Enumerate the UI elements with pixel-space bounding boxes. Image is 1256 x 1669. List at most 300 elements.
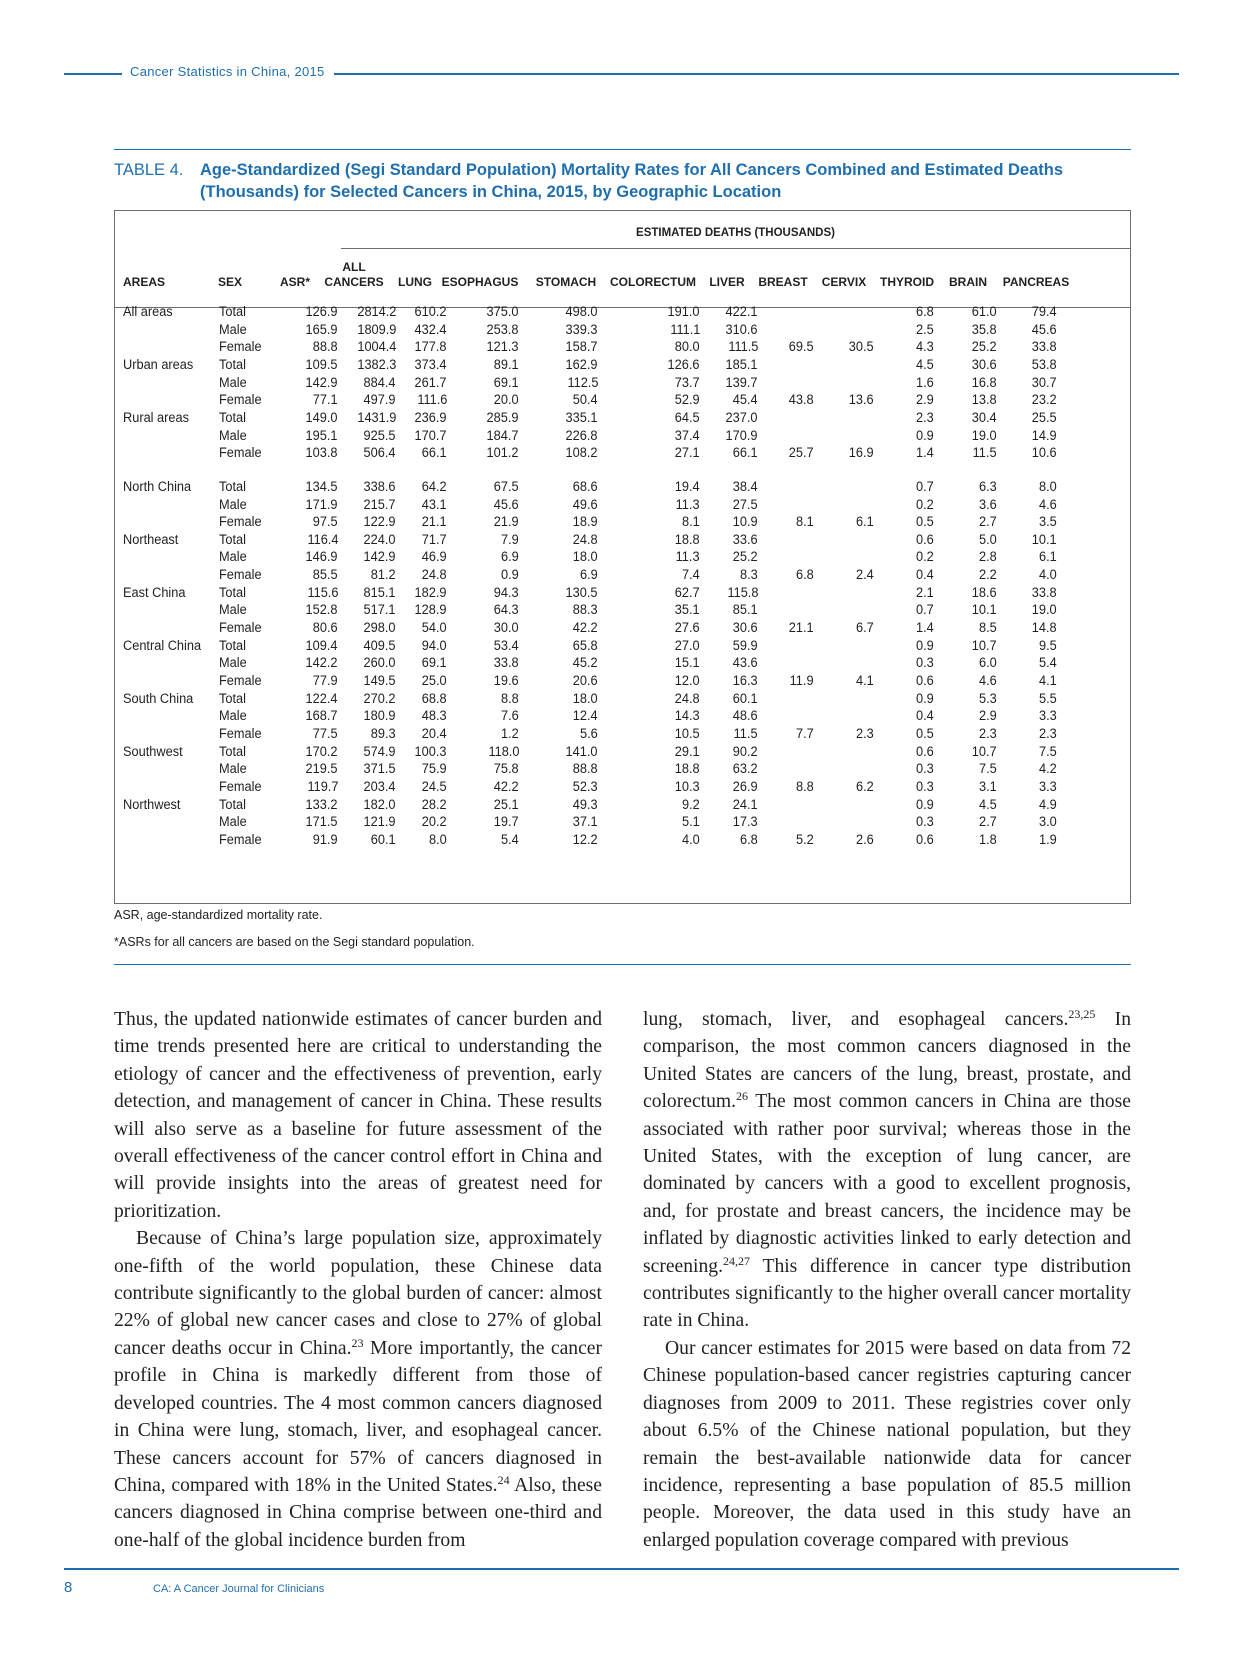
body-left-column (114, 1006, 602, 1554)
table-cell: 19.0 (1032, 602, 1057, 619)
table-note: *ASRs for all cancers are based on the Segi standard population. (114, 935, 475, 949)
table-cell: 2.1 (916, 584, 934, 601)
table-cell: 6.8 (796, 567, 814, 584)
sex-label: Male (219, 708, 247, 725)
table-cell: 27.1 (675, 445, 700, 462)
table-cell: 24.8 (675, 690, 700, 707)
sex-label: Total (219, 409, 246, 426)
table-cell: 24.5 (422, 778, 447, 795)
table-cell: 13.8 (972, 392, 997, 409)
table-cell: 35.1 (675, 602, 700, 619)
table-cell: 26.9 (733, 778, 758, 795)
table-cell: 149.5 (364, 673, 396, 689)
table-cell: 1.2 (501, 725, 519, 742)
table-cell: 53.8 (1032, 356, 1057, 373)
col-header-thyroid: THYROID (880, 275, 934, 289)
table-cell: 101.2 (487, 445, 519, 462)
body-paragraph: Because of China’s large population size, approximately one-fifth of the world population, these Chinese data contribute significantly to the global burden of cancer: almost 22% of global new cancer cases and close to 27% of global cancer deaths occur in China.$^{23}$ More importantly, the cancer profile in China is markedly different from those of developed countries. The 4 most common cancers diagnosed in China were lung, stomach, liver, and esophageal cancer. These cancers account for 57% of cancers diagnosed in China, compared with 18% in the United States.$^{24}$ Also, these cancers diagnosed in China comprise between one-third and one-half of the global incidence burden from (114, 1228, 603, 1551)
table-cell: 52.9 (675, 392, 700, 409)
table-cell: 27.5 (733, 496, 758, 513)
sex-label: Female (219, 339, 262, 356)
table-cell: 6.9 (501, 549, 519, 566)
table-cell: 0.4 (916, 567, 934, 584)
mortality-table (114, 210, 1131, 904)
table-cell: 0.9 (916, 796, 934, 813)
table-cell: 1004.4 (356, 339, 396, 356)
table-cell: 80.6 (313, 620, 338, 637)
table-cell: 0.5 (916, 725, 934, 742)
table-cell: 2.3 (856, 725, 874, 742)
table-cell: 3.3 (1039, 708, 1057, 725)
table-cell: 185.1 (726, 356, 758, 373)
table-cell: 24.8 (422, 567, 447, 584)
table-cell: 116.4 (306, 531, 338, 548)
table-cell: 236.9 (415, 409, 447, 426)
sex-label: Total (219, 584, 246, 601)
citation-ref: 24,27 (722, 1253, 750, 1268)
table-cell: 109.4 (306, 637, 338, 654)
col-header-all-cancers: ALL CANCERS (324, 260, 384, 289)
table-cell: 170.7 (415, 427, 447, 444)
table-cell: 18.9 (573, 514, 598, 531)
table-cell: 20.2 (422, 814, 447, 831)
sex-label: Male (219, 761, 247, 778)
table-cell: 11.3 (676, 549, 700, 566)
table-cell: 122.9 (364, 514, 396, 531)
table-cell: 14.8 (1032, 620, 1057, 637)
sex-label: Male (219, 427, 247, 444)
table-cell: 121.9 (364, 814, 396, 831)
table-cell: 2.2 (979, 567, 997, 584)
table-cell: 25.2 (972, 339, 997, 356)
table-cell: 5.0 (979, 531, 997, 548)
table-cell: 142.9 (306, 374, 338, 391)
table-cell: 134.5 (306, 478, 338, 495)
table-cell: 121.3 (487, 339, 519, 356)
table-cell: 8.1 (796, 514, 814, 531)
table-cell: 42.2 (494, 778, 519, 795)
table-cell: 224.0 (364, 531, 396, 548)
page-number: 8 (64, 1579, 73, 1596)
table-cell: 215.7 (364, 496, 396, 513)
table-cell: 371.5 (364, 761, 396, 778)
table-cell: 91.9 (313, 831, 338, 848)
sex-label: Total (219, 796, 246, 813)
table-cell: 339.3 (566, 321, 598, 338)
table-cell: 168.7 (306, 708, 338, 725)
table-cell: 69.1 (422, 655, 447, 672)
col-header-sex: SEX (217, 275, 242, 289)
table-cell: 17.3 (733, 814, 758, 831)
table-cell: 66.1 (422, 445, 447, 462)
table-cell: 152.8 (306, 602, 338, 619)
table-cell: 43.1 (422, 496, 447, 513)
table-cell: 2.7 (979, 814, 997, 831)
citation-ref: 23,25 (1068, 1007, 1096, 1021)
table-cell: 0.7 (916, 602, 934, 619)
sex-label: Female (219, 567, 262, 584)
table-cell: 43.6 (733, 655, 758, 672)
table-cell: 112.5 (566, 374, 598, 391)
table-cell: 373.4 (415, 356, 447, 373)
table-cell: 170.2 (306, 743, 338, 760)
table-cell: 6.3 (979, 478, 997, 495)
table-cell: 0.2 (916, 549, 934, 566)
table-cell: 497.9 (364, 392, 396, 409)
table-cell: 0.3 (916, 778, 934, 795)
table-cell: 815.1 (364, 584, 396, 601)
table-cell: 1431.9 (356, 409, 396, 426)
table-cell: 177.8 (415, 339, 447, 356)
table-cell: 3.0 (1039, 814, 1057, 831)
table-cell: 1809.9 (356, 321, 396, 338)
table-cell: 11.3 (676, 496, 700, 513)
table-cell: 10.1 (972, 602, 997, 619)
table-cell: 64.2 (422, 478, 447, 495)
table-cell: 77.1 (313, 392, 338, 409)
table-cell: 0.9 (916, 427, 934, 444)
table-cell: 30.6 (972, 356, 997, 373)
table-cell: 77.9 (313, 673, 338, 689)
table-cell: 1.4 (916, 445, 934, 462)
col-header-pancreas: PANCREAS (1002, 275, 1070, 289)
table-cell: 3.5 (1039, 514, 1057, 531)
area-label: Southwest (123, 743, 183, 760)
running-header (64, 64, 1179, 84)
table-cell: 0.6 (916, 831, 934, 848)
sex-label: Female (219, 620, 262, 637)
table-cell: 6.8 (740, 831, 758, 848)
table-cell: 42.2 (573, 620, 598, 637)
table-cell: 4.0 (1039, 567, 1057, 584)
table-cell: 20.4 (422, 725, 447, 742)
table-cell: 21.9 (494, 514, 519, 531)
sex-label: Male (219, 496, 247, 513)
table-cell: 14.9 (1032, 427, 1057, 444)
sex-label: Male (219, 549, 247, 566)
running-header-title: Cancer Statistics in China, 2015 (124, 64, 331, 79)
sex-label: Male (219, 602, 247, 619)
body-paragraph: lung, stomach, liver, and esophageal cancers.$^{23,25}$ In comparison, the most common cancers diagnosed in the United States are cancers of the lung, breast, prostate, and colorectum.$^{26}$ The most common cancers in China are those associated with rather poor survival; whereas those in the United States, with the exception of lung cancer, are dominated by cancers with a good to excellent prognosis, and, for prostate and breast cancers, the incidence may be inflated by diagnostic activities linked to early detection and screening.$^{24,27}$ This difference in cancer type distribution contributes significantly to the higher overall cancer mortality rate in China. (643, 1007, 1131, 1332)
area-label: North China (123, 478, 192, 495)
sex-label: Male (219, 374, 247, 391)
table-cell: 8.8 (796, 778, 814, 795)
table-cell: 33.8 (1032, 584, 1057, 601)
table-cell: 6.1 (856, 514, 874, 531)
table-cell: 2814.2 (356, 304, 396, 320)
table-cell: 3.6 (979, 496, 997, 513)
table-cell: 0.5 (916, 514, 934, 531)
table-cell: 6.0 (979, 655, 997, 672)
table-cell: 4.2 (1039, 761, 1057, 778)
table-cell: 1.6 (916, 374, 934, 391)
sex-label: Male (219, 655, 247, 672)
sex-label: Total (219, 743, 246, 760)
table-cell: 16.8 (972, 374, 997, 391)
table-cell: 506.4 (364, 445, 396, 462)
table-cell: 2.5 (916, 321, 934, 338)
table-cell: 10.1 (1032, 531, 1057, 548)
table-cell: 2.9 (916, 392, 934, 409)
table-cell: 184.7 (487, 427, 519, 444)
table-cell: 30.0 (494, 620, 519, 637)
table-cell: 171.5 (306, 814, 338, 831)
table-cell: 126.6 (668, 356, 700, 373)
table-cell: 21.1 (789, 620, 814, 637)
group-header-rule (341, 248, 1130, 249)
sex-label: Female (219, 673, 262, 689)
table-cell: 7.9 (501, 531, 519, 548)
table-cell: 2.7 (979, 514, 997, 531)
table-cell: 118.0 (487, 743, 519, 760)
col-header-areas: AREAS (123, 275, 166, 289)
citation-ref: 24 (497, 1472, 510, 1487)
table-cell: 2.3 (979, 725, 997, 742)
table-cell: 3.3 (1039, 778, 1057, 795)
table-caption-text: Age-Standardized (Segi Standard Population) Mortality Rates for All Cancers Combined and Estimated Deaths (Thousands) for Selected Cancers in China, 2015, by Geographic Location (200, 161, 1064, 201)
table-cell: 6.2 (856, 778, 874, 795)
table-cell: 270.2 (364, 690, 396, 707)
table-cell: 2.6 (856, 831, 874, 848)
table-cell: 10.9 (733, 514, 758, 531)
table-cell: 4.6 (979, 673, 997, 689)
sex-label: Female (219, 392, 262, 409)
table-cell: 9.2 (682, 796, 700, 813)
table-cell: 158.7 (566, 339, 598, 356)
table-cell: 260.0 (364, 655, 396, 672)
table-cell: 25.2 (733, 549, 758, 566)
sex-label: Total (219, 304, 246, 320)
table-cell: 0.6 (916, 673, 934, 689)
table-cell: 432.4 (415, 321, 447, 338)
table-cell: 88.8 (573, 761, 598, 778)
table-cell: 29.1 (675, 743, 700, 760)
body-paragraph: Our cancer estimates for 2015 were based on data from 72 Chinese population-based cancer registries capturing cancer diagnoses from 2009 to 2011. These registries cover only about 6.5% of the Chinese national population, but they remain the best-available nationwide data for cancer incidence, representing a base population of 85.5 million people. Moreover, the data used in this study have an enlarged population coverage compared with previous (643, 1337, 1131, 1551)
table-cell: 0.7 (916, 478, 934, 495)
table-cell: 165.9 (306, 321, 338, 338)
table-cell: 126.9 (306, 304, 338, 320)
table-cell: 375.0 (487, 304, 519, 320)
table-cell: 25.7 (789, 445, 814, 462)
table-cell: 18.8 (675, 531, 700, 548)
table-cell: 4.3 (916, 339, 934, 356)
table-cell: 100.3 (415, 743, 447, 760)
table-cell: 7.5 (979, 761, 997, 778)
table-cell: 0.6 (916, 531, 934, 548)
table-cell: 49.3 (573, 796, 598, 813)
table-cell: 0.9 (916, 637, 934, 654)
table-cell: 38.4 (733, 478, 758, 495)
table-cell: 45.6 (494, 496, 519, 513)
table-cell: 285.9 (487, 409, 519, 426)
table-cell: 203.4 (364, 778, 396, 795)
table-cell: 180.9 (364, 708, 396, 725)
table-cell: 48.3 (422, 708, 447, 725)
table-cell: 103.8 (306, 445, 338, 462)
sex-label: Male (219, 321, 247, 338)
table-cell: 182.9 (415, 584, 447, 601)
col-header-esophagus: ESOPHAGUS (441, 275, 519, 289)
table-cell: 23.2 (1032, 392, 1057, 409)
table-cell: 1.4 (916, 620, 934, 637)
table-cell: 18.0 (573, 690, 598, 707)
table-cell: 7.6 (501, 708, 519, 725)
table-cell: 219.5 (306, 761, 338, 778)
table-note: ASR, age-standardized mortality rate. (114, 908, 323, 922)
table-cell: 77.5 (313, 725, 338, 742)
table-cell: 171.9 (306, 496, 338, 513)
table-cell: 19.7 (494, 814, 519, 831)
col-header-colorectum: COLORECTUM (610, 275, 696, 289)
table-cell: 9.5 (1039, 637, 1057, 654)
table-cell: 75.9 (422, 761, 447, 778)
table-cell: 60.1 (733, 690, 758, 707)
col-header-breast: BREAST (758, 275, 808, 289)
table-cell: 133.2 (306, 796, 338, 813)
table-cell: 37.4 (675, 427, 700, 444)
table-cell: 237.0 (726, 409, 758, 426)
table-cell: 81.2 (371, 567, 396, 584)
table-cell: 2.9 (979, 708, 997, 725)
table-cell: 15.1 (675, 655, 700, 672)
table-cell: 5.4 (501, 831, 519, 848)
table-cell: 8.0 (1039, 478, 1057, 495)
table-cell: 27.6 (675, 620, 700, 637)
table-cell: 149.0 (306, 409, 338, 426)
col-header-brain: BRAIN (949, 275, 987, 289)
table-cell: 2.8 (979, 549, 997, 566)
table-cell: 0.3 (916, 761, 934, 778)
table-cell: 30.7 (1032, 374, 1057, 391)
table-cell: 7.4 (682, 567, 700, 584)
table-cell: 88.8 (313, 339, 338, 356)
table-cell: 7.7 (796, 725, 814, 742)
table-cell: 65.8 (573, 637, 598, 654)
table-cell: 89.1 (494, 356, 519, 373)
table-cell: 80.0 (675, 339, 700, 356)
table-cell: 94.0 (422, 637, 447, 654)
table-cell: 13.6 (849, 392, 874, 409)
table-cell: 142.9 (364, 549, 396, 566)
table-cell: 8.8 (501, 690, 519, 707)
table-cell: 6.9 (580, 567, 598, 584)
area-label: Rural areas (123, 409, 190, 426)
table-cell: 5.4 (1039, 655, 1057, 672)
table-cell: 146.9 (306, 549, 338, 566)
table-top-rule (114, 149, 1131, 150)
table-cell: 162.9 (566, 356, 598, 373)
sex-label: Total (219, 356, 246, 373)
table-cell: 62.7 (675, 584, 700, 601)
table-cell: 11.5 (973, 445, 997, 462)
sex-label: Female (219, 831, 262, 848)
table-cell: 498.0 (566, 304, 598, 320)
table-cell: 97.5 (313, 514, 338, 531)
table-cell: 75.8 (494, 761, 519, 778)
col-header-liver: LIVER (709, 275, 745, 289)
table-cell: 115.6 (306, 584, 338, 601)
table-cell: 64.5 (675, 409, 700, 426)
col-header-lung: LUNG (398, 275, 432, 289)
table-cell: 8.5 (979, 620, 997, 637)
table-cell: 2.3 (916, 409, 934, 426)
table-cell: 335.1 (566, 409, 598, 426)
area-label: Northeast (123, 531, 179, 548)
area-label: South China (123, 690, 194, 707)
body-right-column (643, 1006, 1131, 1554)
table-cell: 5.3 (979, 690, 997, 707)
table-cell: 574.9 (364, 743, 396, 760)
table-cell: 79.4 (1032, 304, 1057, 320)
table-cell: 142.2 (306, 655, 338, 672)
table-cell: 88.3 (573, 602, 598, 619)
table-cell: 108.2 (566, 445, 598, 462)
table-cell: 130.5 (566, 584, 598, 601)
sex-label: Total (219, 478, 246, 495)
table-cell: 25.1 (494, 796, 519, 813)
table-label: TABLE 4. (114, 161, 184, 179)
table-cell: 33.8 (494, 655, 519, 672)
group-header: ESTIMATED DEATHS (THOUSANDS) (636, 227, 835, 239)
table-cell: 182.0 (364, 796, 396, 813)
table-cell: 0.9 (916, 690, 934, 707)
table-cell: 6.8 (916, 304, 934, 320)
table-cell: 11.9 (790, 673, 814, 689)
table-cell: 111.5 (727, 339, 758, 356)
table-cell: 12.0 (675, 673, 700, 689)
sex-label: Female (219, 778, 262, 795)
table-cell: 338.6 (364, 478, 396, 495)
table-cell: 10.7 (972, 637, 997, 654)
table-cell: 20.0 (494, 392, 519, 409)
table-cell: 1382.3 (356, 356, 396, 373)
table-cell: 46.9 (422, 549, 447, 566)
footer-rule (64, 1568, 1179, 1570)
sex-label: Female (219, 725, 262, 742)
table-cell: 5.2 (796, 831, 814, 848)
table-cell: 48.6 (733, 708, 758, 725)
table-cell: 0.9 (501, 567, 519, 584)
table-cell: 90.2 (733, 743, 758, 760)
table-cell: 61.0 (972, 304, 997, 320)
table-cell: 610.2 (415, 304, 447, 320)
table-cell: 10.3 (675, 778, 700, 795)
table-cell: 45.2 (573, 655, 598, 672)
body-paragraph: Thus, the updated nationwide estimates of cancer burden and time trends presented here are critical to understanding the etiology of cancer and the effectiveness of prevention, early detection, and management of cancer in China. These results will also serve as a baseline for future assessment of the overall effectiveness of the cancer control effort in China and will provide insights into the areas of greatest need for prioritization. (114, 1009, 602, 1222)
table-cell: 14.3 (675, 708, 700, 725)
table-cell: 69.1 (494, 374, 519, 391)
table-cell: 517.1 (364, 602, 396, 619)
sex-label: Female (219, 514, 262, 531)
journal-name: CA: A Cancer Journal for Clinicians (153, 1583, 325, 1595)
table-cell: 71.7 (422, 531, 447, 548)
table-cell: 16.9 (849, 445, 874, 462)
table-cell: 109.5 (306, 356, 338, 373)
sex-label: Total (219, 690, 246, 707)
col-header-cervix: CERVIX (821, 275, 867, 289)
table-cell: 0.6 (916, 743, 934, 760)
table-cell: 45.6 (1032, 321, 1057, 338)
table-cell: 30.4 (972, 409, 997, 426)
table-cell: 8.1 (682, 514, 700, 531)
table-cell: 43.8 (789, 392, 814, 409)
table-cell: 5.1 (682, 814, 700, 831)
table-cell: 33.8 (1032, 339, 1057, 356)
table-cell: 12.2 (573, 831, 598, 848)
table-cell: 33.6 (733, 531, 758, 548)
table-cell: 119.7 (306, 778, 338, 795)
table-cell: 1.8 (979, 831, 997, 848)
